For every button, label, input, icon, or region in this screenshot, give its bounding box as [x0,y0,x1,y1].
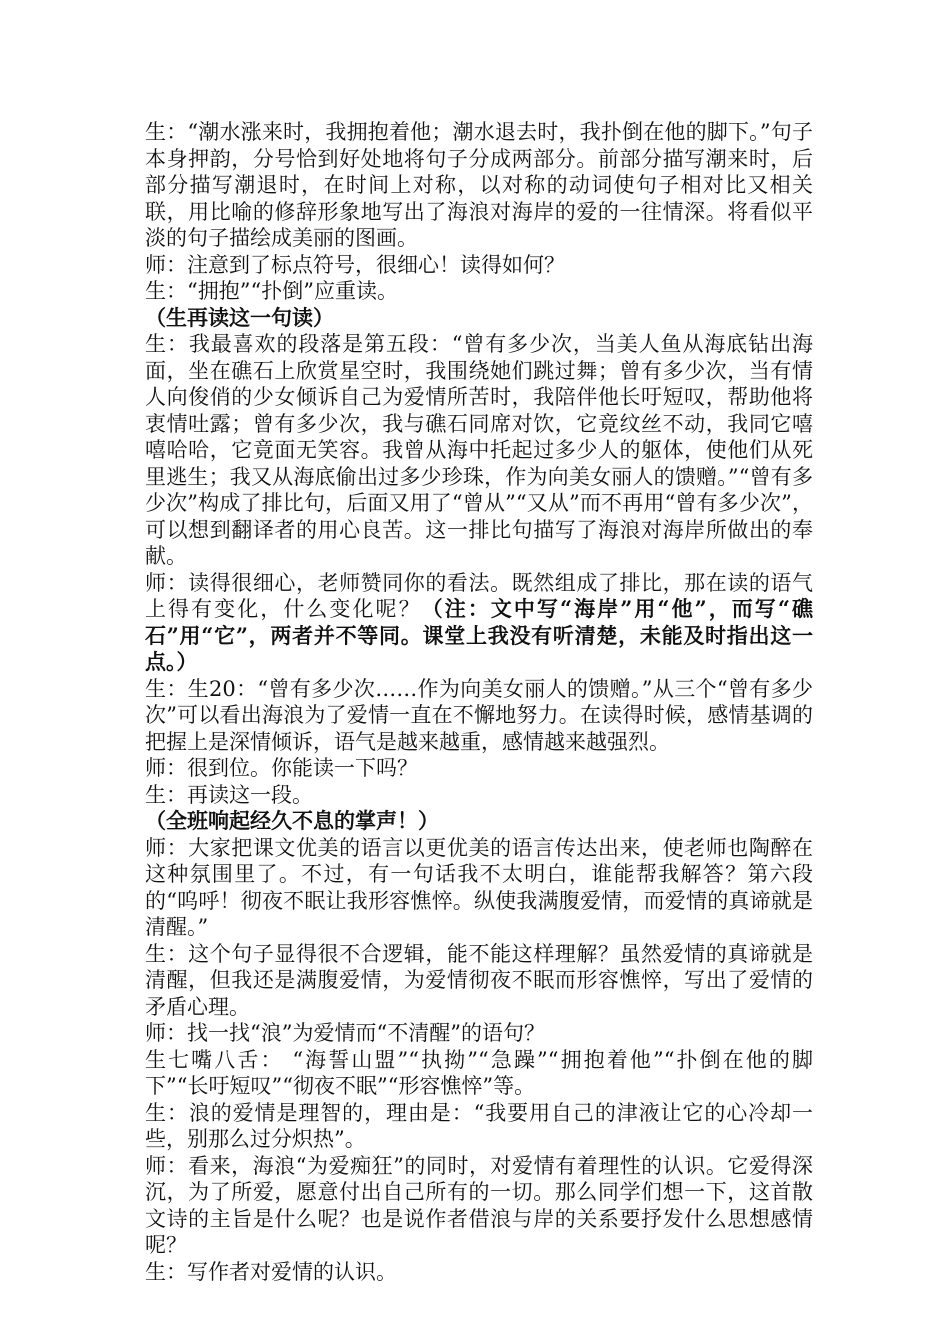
paragraph-student-fifth-section: 生：我最喜欢的段落是第五段：“曾有多少次，当美人鱼从海底钻出海面，坐在礁石上欣赏星空时，我围绕她们跳过舞；曾有多少次，当有情人向俊俏的少女倾诉自己为爱情所苦时，我陪伴他长吁短叹，帮助他将衷情吐露；曾有多少次，我与礁石同席对饮，它竟纹丝不动，我同它嘻嘻哈哈，它竟面无笑容。我曾从海中托起过多少人的躯体，使他们从死里逃生；我又从海底偷出过多少珍珠，作为向美女丽人的馈赠。”“曾有多少次”构成了排比句，后面又用了“曾从”“又从”而不再用“曾有多少次”，可以想到翻译者的用心良苦。这一排比句描写了海浪对海岸所做出的奉献。 [145,332,813,568]
paragraph-teacher-find: 师：找一找“浪”为爱情而“不清醒”的语句？ [145,1021,545,1045]
paragraph-student-20: 生：生20：“曾有多少次……作为向美女丽人的馈赠。”从三个“曾有多少次”可以看出海浪为了爱情一直在不懈地努力。在读得时候，感情基调的把握上是深情倾诉，语气是越来越重，感情越来越强烈。 [145,676,813,754]
paragraph-teacher-parallelism [145,570,813,676]
paragraph-teacher-punctuation: 师：注意到了标点符号，很细心！读得如何？ [145,252,565,277]
paragraph-teacher-parallelism-text: 师：读得很细心，老师赞同你的看法。既然组成了排比，那在读的语气上得有变化，什么变化呢？ [145,570,813,621]
paragraph-student-rhyme: 生：“潮水涨来时，我拥抱着他；潮水退去时，我扑倒在他的脚下。”句子本身押韵，分号恰到好处地将句子分成两部分。前部分描写潮来时，后部分描写潮退时，在时间上对称，以对称的动词使句子相对比又相关联，用比喻的修辞形象地写出了海浪对海岸的爱的一往情深。将看似平淡的句子描绘成美丽的图画。 [145,120,813,250]
paragraph-student-reread: 生：再读这一段。 [145,782,313,807]
paragraph-teacher-theme: 师：看来，海浪“为爱痴狂”的同时，对爱情有着理性的认识。它爱得深沉，为了所爱，愿意付出自己所有的一切。那么同学们想一下，这首散文诗的主旨是什么呢？也是说作者借浪与岸的关系要抒发什么思想感情呢？ [145,1153,813,1257]
paragraph-stage-direction-applause: （全班响起经久不息的掌声！） [145,808,439,833]
paragraph-student-logic: 生：这个句子显得很不合逻辑，能不能这样理解？虽然爱情的真谛就是清醒，但我还是满腹爱情，为爱情彻夜不眠而形容憔悴，写出了爱情的矛盾心理。 [145,941,813,1019]
paragraph-stage-direction-reread: （生再读这一句读） [145,304,334,330]
paragraph-student-answer: 生：写作者对爱情的认识。 [145,1259,397,1284]
paragraph-student-stress: 生：“拥抱”“扑倒”应重读。 [145,279,398,303]
document-body [145,119,813,1285]
teacher-note: （注：文中写“海岸”用“他”，而写“礁石”用“它”，两者并不等同。课堂上我没有听清楚，未能及时指出这一点。） [145,596,813,674]
paragraph-students-chorus: 生七嘴八舌： “海誓山盟”“执拗”“急躁”“拥抱着他”“扑倒在他的脚下”“长吁短叹”“彻夜不眠”“形容憔悴”等。 [145,1047,813,1098]
paragraph-student-rational: 生：浪的爱情是理智的，理由是：“我要用自己的津液让它的心冷却一些，别那么过分炽热”。 [145,1100,813,1151]
paragraph-teacher-praise: 师：很到位。你能读一下吗？ [145,756,418,780]
paragraph-teacher-question: 师：大家把课文优美的语言以更优美的语言传达出来，使老师也陶醉在这种氛围里了。不过，有一句话我不太明白，谁能帮我解答？第六段的“呜呼！彻夜不眠让我形容憔悴。纵使我满腹爱情，而爱情的真谛就是清醒。” [145,835,813,939]
